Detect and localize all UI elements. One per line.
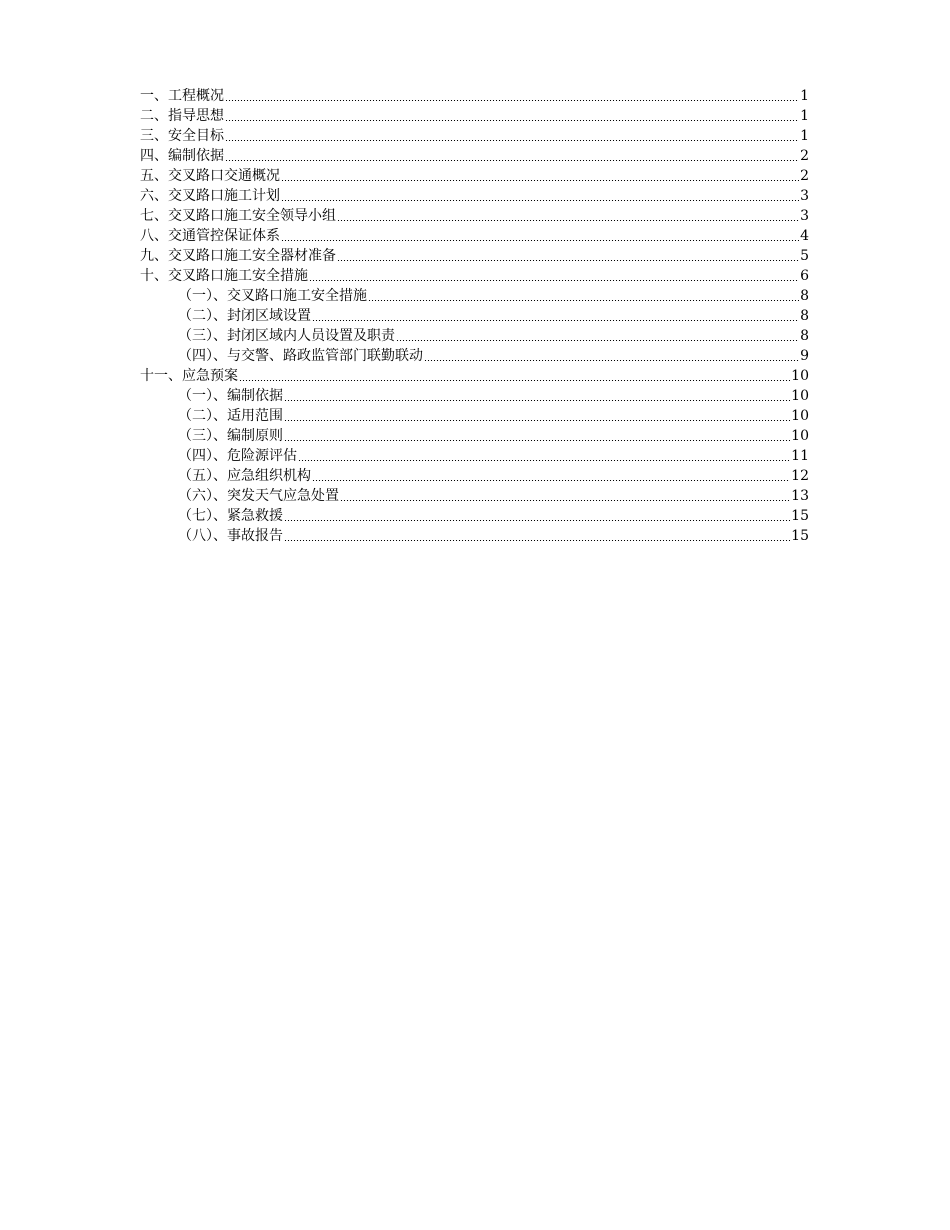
toc-entry-page-number: 11: [791, 448, 809, 464]
dot-leader: [225, 100, 799, 101]
toc-entry[interactable]: [140, 486, 809, 506]
toc-entry-page-number: 15: [791, 528, 809, 544]
toc-entry-title: 四、编制依据: [140, 148, 224, 164]
toc-entry[interactable]: [140, 186, 809, 206]
toc-entry-title: （八）、事故报告: [178, 528, 283, 544]
toc-entry[interactable]: [140, 346, 809, 366]
toc-entry-page-number: 8: [800, 308, 809, 324]
dot-leader: [225, 160, 799, 161]
toc-entry-title: （二）、适用范围: [178, 408, 283, 424]
dot-leader: [225, 140, 799, 141]
toc-entry-page-number: 9: [800, 348, 809, 364]
toc-entry-page-number: 1: [800, 88, 809, 104]
toc-entry[interactable]: [140, 206, 809, 226]
toc-entry[interactable]: [140, 386, 809, 406]
dot-leader: [312, 480, 790, 481]
dot-leader: [396, 340, 799, 341]
toc-entry-title: 二、指导思想: [140, 108, 224, 124]
dot-leader: [281, 180, 799, 181]
dot-leader: [281, 200, 799, 201]
toc-entry[interactable]: [140, 526, 809, 546]
toc-entry-page-number: 3: [800, 208, 809, 224]
dot-leader: [281, 240, 799, 241]
dot-leader: [284, 400, 790, 401]
toc-entry-title: （一）、交叉路口施工安全措施: [178, 288, 367, 304]
toc-entry-title: 六、交叉路口施工计划: [140, 188, 280, 204]
toc-entry-page-number: 6: [800, 268, 809, 284]
toc-entry[interactable]: [140, 226, 809, 246]
toc-entry[interactable]: [140, 326, 809, 346]
toc-entry-title: （一）、编制依据: [178, 388, 283, 404]
toc-entry-title: （三）、编制原则: [178, 428, 283, 444]
toc-entry-page-number: 10: [791, 428, 809, 444]
toc-entry-title: 七、交叉路口施工安全领导小组: [140, 208, 336, 224]
toc-entry-title: （五）、应急组织机构: [178, 468, 311, 484]
toc-entry[interactable]: [140, 286, 809, 306]
dot-leader: [225, 120, 799, 121]
toc-entry-title: （四）、危险源评估: [178, 448, 297, 464]
toc-entry-page-number: 2: [800, 168, 809, 184]
toc-entry-title: 九、交叉路口施工安全器材准备: [140, 248, 336, 264]
toc-entry-page-number: 10: [791, 388, 809, 404]
dot-leader: [284, 440, 790, 441]
toc-entry-title: （七）、紧急救援: [178, 508, 283, 524]
dot-leader: [340, 500, 790, 501]
toc-entry[interactable]: [140, 446, 809, 466]
toc-entry-title: （三）、封闭区域内人员设置及职责: [178, 328, 395, 344]
toc-entry[interactable]: [140, 366, 809, 386]
toc-entry[interactable]: [140, 466, 809, 486]
dot-leader: [298, 460, 790, 461]
toc-entry-title: （六）、突发天气应急处置: [178, 488, 339, 504]
toc-entry[interactable]: [140, 506, 809, 526]
toc-entry-page-number: 1: [800, 108, 809, 124]
dot-leader: [424, 360, 799, 361]
toc-entry[interactable]: [140, 86, 809, 106]
toc-entry-page-number: 4: [800, 228, 809, 244]
toc-entry-title: （二）、封闭区域设置: [178, 308, 311, 324]
dot-leader: [284, 520, 790, 521]
toc-entry-page-number: 8: [800, 328, 809, 344]
table-of-contents: [140, 86, 809, 546]
dot-leader: [309, 280, 799, 281]
toc-entry[interactable]: [140, 126, 809, 146]
toc-entry[interactable]: [140, 306, 809, 326]
toc-entry-title: 五、交叉路口交通概况: [140, 168, 280, 184]
toc-entry[interactable]: [140, 166, 809, 186]
toc-entry-page-number: 2: [800, 148, 809, 164]
dot-leader: [337, 260, 799, 261]
dot-leader: [312, 320, 799, 321]
toc-entry-title: （四）、与交警、路政监管部门联勤联动: [178, 348, 423, 364]
toc-entry[interactable]: [140, 106, 809, 126]
toc-entry-page-number: 3: [800, 188, 809, 204]
toc-entry[interactable]: [140, 266, 809, 286]
toc-entry-title: 八、交通管控保证体系: [140, 228, 280, 244]
toc-entry[interactable]: [140, 406, 809, 426]
toc-entry-title: 十一、应急预案: [140, 368, 238, 384]
dot-leader: [239, 380, 790, 381]
toc-entry-page-number: 5: [800, 248, 809, 264]
dot-leader: [368, 300, 799, 301]
toc-entry-page-number: 8: [800, 288, 809, 304]
dot-leader: [284, 420, 790, 421]
toc-entry-title: 三、安全目标: [140, 128, 224, 144]
toc-entry-page-number: 1: [800, 128, 809, 144]
toc-entry-page-number: 10: [791, 368, 809, 384]
toc-entry-title: 十、交叉路口施工安全措施: [140, 268, 308, 284]
toc-entry-page-number: 12: [791, 468, 809, 484]
toc-entry[interactable]: [140, 426, 809, 446]
toc-entry-page-number: 10: [791, 408, 809, 424]
toc-entry[interactable]: [140, 246, 809, 266]
toc-entry-page-number: 15: [791, 508, 809, 524]
toc-entry-title: 一、工程概况: [140, 88, 224, 104]
dot-leader: [284, 540, 790, 541]
toc-entry[interactable]: [140, 146, 809, 166]
toc-entry-page-number: 13: [791, 488, 809, 504]
dot-leader: [337, 220, 799, 221]
